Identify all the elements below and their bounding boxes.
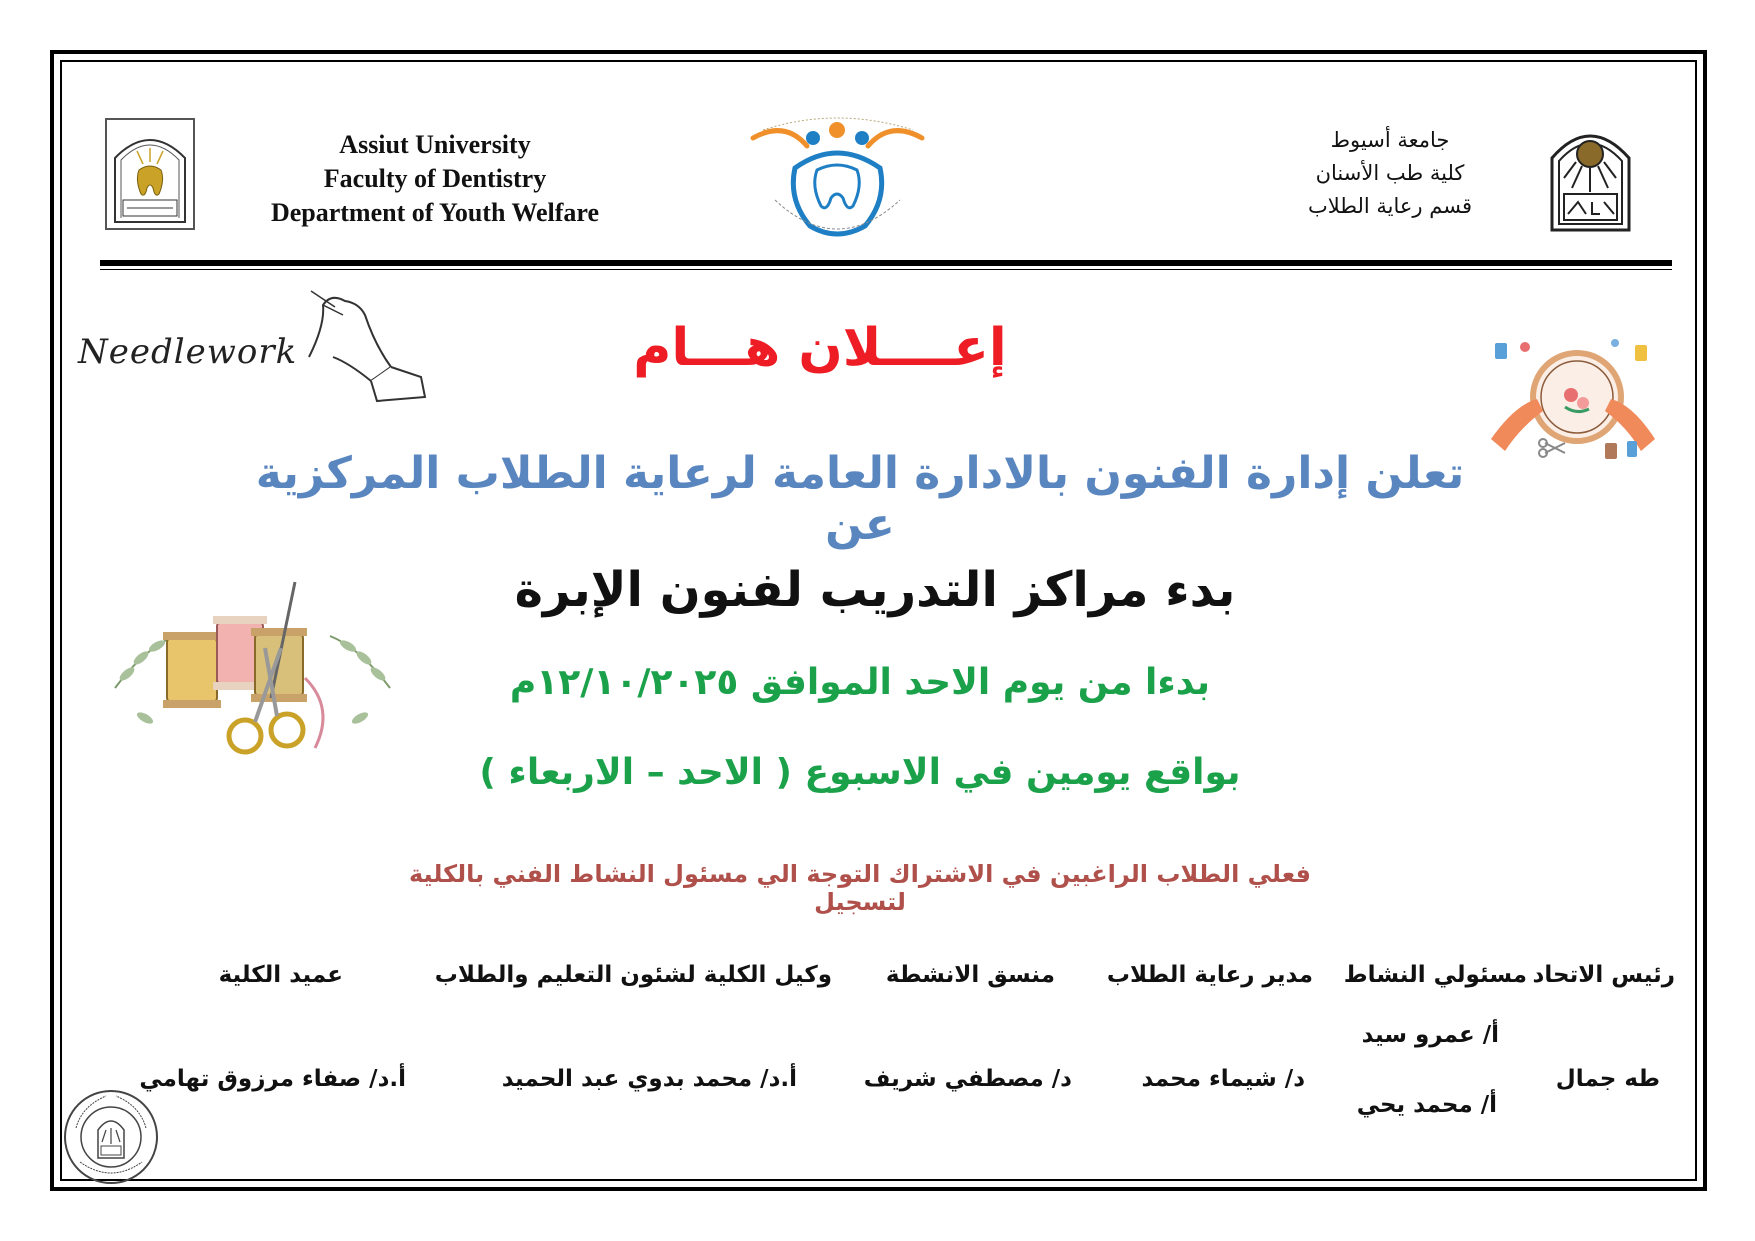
title-welfare-director: مدير رعاية الطلاب	[1106, 962, 1313, 988]
name-activities-coordinator: د/ مصطفي شريف	[863, 1066, 1072, 1092]
header-en-line-1: Assiut University	[339, 130, 531, 159]
name-union-head: طه جمال	[1555, 1066, 1660, 1092]
name-welfare-director: د/ شيماء محمد	[1141, 1066, 1305, 1092]
university-seal	[1548, 118, 1633, 233]
header-en-line-2: Faculty of Dentistry	[323, 164, 547, 193]
name-activity-official-1: أ/ عمرو سيد	[1361, 1022, 1499, 1048]
header-en-line-3: Department of Youth Welfare	[270, 198, 600, 227]
name-dean: أ.د/ صفاء مرزوق تهامي	[139, 1066, 406, 1092]
header-ar-line-3: قسم رعاية الطلاب	[1307, 194, 1473, 218]
title-activity-officials: مسئولي النشاط	[1343, 962, 1527, 988]
header-english	[230, 128, 640, 230]
announcement-line-2: بدء مراكز التدريب لفنون الإبرة	[514, 562, 1236, 618]
official-stamp	[62, 1088, 160, 1186]
needlework-script: Needlework	[78, 332, 298, 372]
header-arabic	[1240, 124, 1540, 223]
faculty-logo	[105, 118, 195, 230]
name-activity-official-2: أ/ محمد يحي	[1356, 1092, 1497, 1118]
youth-welfare-logo	[745, 108, 930, 243]
name-vice-dean: أ.د/ محمد بدوي عبد الحميد	[501, 1066, 797, 1092]
embroidery-hoop-illustration	[1485, 335, 1660, 465]
title-activities-coordinator: منسق الانشطة	[885, 962, 1055, 988]
announcement-title: إعــــلان هـــام	[633, 318, 1007, 378]
header-ar-line-2: كلية طب الأسنان	[1315, 161, 1465, 185]
announcement-line-5: فعلي الطلاب الراغبين في الاشتراك التوجة الي مسئول النشاط الفني بالكلية لتسجيل	[408, 860, 1311, 916]
header-rule-thin	[100, 269, 1672, 270]
title-dean: عميد الكلية	[218, 962, 343, 988]
header-ar-line-1: جامعة أسيوط	[1330, 128, 1450, 152]
sewing-spools-scissors-illustration	[105, 578, 400, 768]
announcement-line-1: تعلن إدارة الفنون بالادارة العامة لرعاية الطلاب المركزية عن	[255, 448, 1465, 550]
announcement-line-3: بدءا من يوم الاحد الموافق ١٢/١٠/٢٠٢٥م	[509, 662, 1211, 703]
title-union-head: رئيس الاتحاد	[1532, 962, 1675, 988]
title-vice-dean: وكيل الكلية لشئون التعليم والطلاب	[434, 962, 832, 988]
announcement-line-4: بواقع يومين في الاسبوع ( الاحد – الاربعاء )	[479, 752, 1241, 793]
header-rule-thick	[100, 260, 1672, 266]
needlework-hand-icon	[305, 285, 430, 405]
